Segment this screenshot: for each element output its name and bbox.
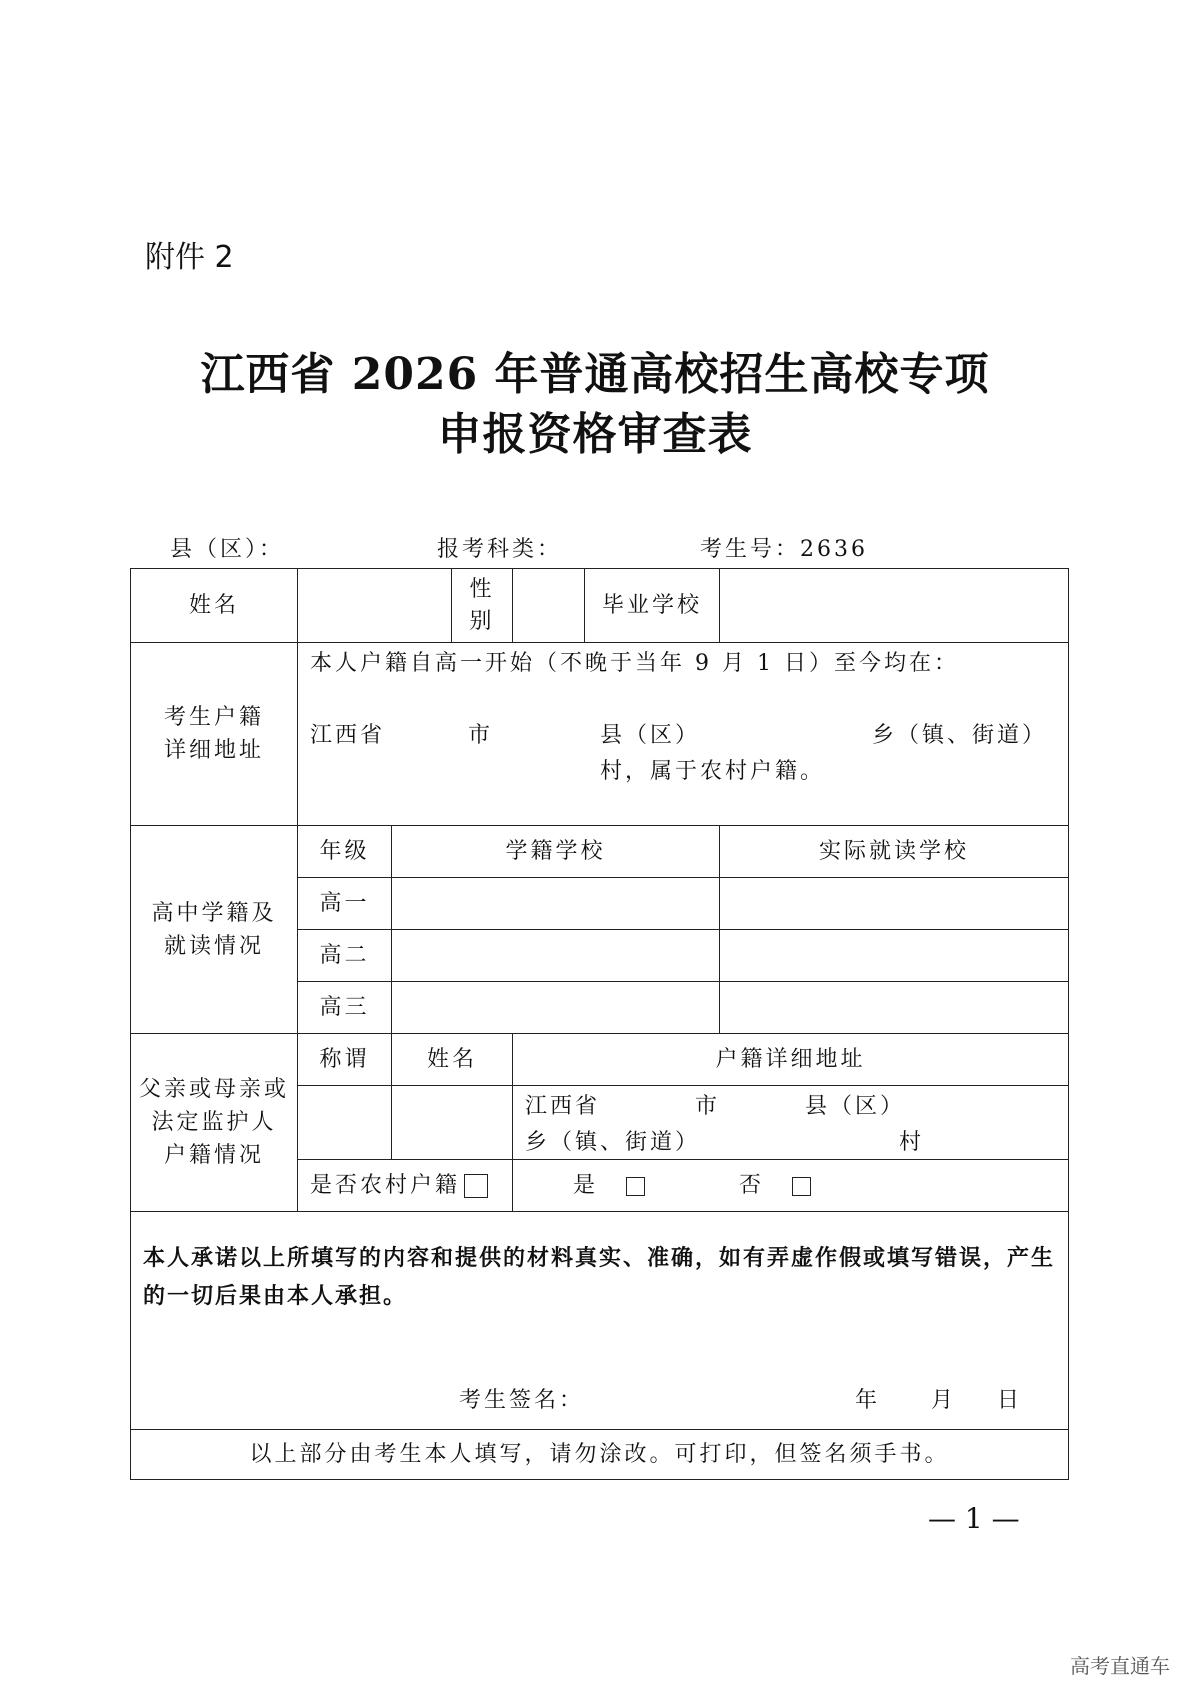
gender-input-cell[interactable]	[513, 569, 585, 643]
schooling-label-1: 高中学籍及	[151, 900, 277, 926]
parent-name-column-header: 姓名	[392, 1034, 513, 1086]
household-town: 乡（镇、街道）	[872, 723, 1048, 748]
parent-addr-city: 市	[695, 1094, 721, 1119]
subject-field: 报考科类：	[437, 537, 563, 562]
grade-column-header: 年级	[298, 826, 392, 878]
month-label: 月	[931, 1388, 957, 1413]
household-province: 江西省	[310, 723, 386, 748]
grade-label: 高三	[298, 982, 392, 1034]
gender-label-2: 别	[469, 608, 495, 634]
schooling-label	[131, 826, 298, 1034]
enrolled-school-input[interactable]	[392, 982, 720, 1034]
parent-address-cell[interactable]	[513, 1086, 1069, 1160]
grade-label: 高二	[298, 930, 392, 982]
no-label: 否	[739, 1173, 765, 1198]
page-number: — 1 —	[928, 1502, 1020, 1535]
enrolled-school-input[interactable]	[392, 930, 720, 982]
household-label-1: 考生户籍	[163, 705, 264, 730]
year-label: 年	[855, 1388, 881, 1413]
no-checkbox[interactable]	[792, 1177, 811, 1196]
pledge-row	[131, 1212, 1069, 1430]
exam-number-field: 考生号：2636	[700, 537, 868, 562]
county-field: 县（区）：	[170, 537, 285, 562]
yes-checkbox[interactable]	[626, 1177, 645, 1196]
pledge-cell	[131, 1212, 1069, 1430]
enrolled-school-input[interactable]	[392, 878, 720, 930]
rural-question-cell	[298, 1160, 513, 1212]
gender-label	[452, 569, 513, 643]
schooling-header-row	[131, 826, 1069, 878]
attachment-label: 附件 2	[145, 240, 234, 275]
actual-school-input[interactable]	[720, 982, 1069, 1034]
school-label: 毕业学校	[585, 569, 720, 643]
yes-label: 是	[573, 1173, 599, 1198]
household-city: 市	[468, 723, 494, 748]
parent-label-2: 法定监护人	[151, 1110, 277, 1135]
pledge-text: 本人承诺以上所填写的内容和提供的材料真实、准确，如有弄虚作假或填写错误，产生的一切后果由本人承担。	[143, 1246, 1056, 1309]
relation-column-header: 称谓	[298, 1034, 392, 1086]
actual-school-input[interactable]	[720, 930, 1069, 982]
household-label	[131, 643, 298, 826]
schooling-label-2: 就读情况	[163, 933, 264, 959]
relation-input[interactable]	[298, 1086, 392, 1160]
household-county: 县（区）	[600, 723, 701, 748]
parent-addr-town: 乡（镇、街道）	[525, 1130, 701, 1155]
household-row	[131, 643, 1069, 826]
signature-label: 考生签名：	[459, 1388, 585, 1413]
parent-addr-county: 县（区）	[805, 1094, 906, 1119]
form-title-line1: 江西省 2026 年普通高校招生高校专项	[200, 349, 990, 400]
rural-answer-cell	[513, 1160, 1069, 1212]
grade-label: 高一	[298, 878, 392, 930]
gender-label-1: 性	[469, 576, 495, 602]
parent-header-row	[131, 1034, 1069, 1086]
parent-addr-village: 村	[899, 1130, 925, 1155]
parent-label-1: 父亲或母亲或	[138, 1077, 289, 1102]
application-form-table	[130, 568, 1069, 1480]
household-intro: 本人户籍自高一开始（不晚于当年 9 月 1 日）至今均在：	[310, 651, 959, 676]
form-title-line2: 申报资格审查表	[437, 409, 753, 460]
basic-info-row	[131, 569, 1069, 643]
enrolled-school-column-header: 学籍学校	[392, 826, 720, 878]
watermark: 高考直通车	[1070, 1654, 1170, 1678]
rural-question-label: 是否农村户籍	[310, 1173, 461, 1198]
footer-note-row	[131, 1430, 1069, 1480]
parent-name-input[interactable]	[392, 1086, 513, 1160]
name-input-cell[interactable]	[298, 569, 452, 643]
household-label-2: 详细地址	[163, 738, 264, 763]
rural-question-checkbox[interactable]	[464, 1174, 488, 1198]
school-input-cell[interactable]	[720, 569, 1069, 643]
parent-addr-province: 江西省	[525, 1094, 601, 1119]
parent-label-3: 户籍情况	[163, 1143, 264, 1168]
footer-note: 以上部分由考生本人填写，请勿涂改。可打印，但签名须手书。	[131, 1430, 1069, 1480]
name-label: 姓名	[131, 569, 298, 643]
household-address-cell[interactable]	[298, 643, 1069, 826]
parent-label	[131, 1034, 298, 1212]
actual-school-input[interactable]	[720, 878, 1069, 930]
parent-address-column-header: 户籍详细地址	[513, 1034, 1069, 1086]
household-village: 村，属于农村户籍。	[600, 759, 826, 784]
actual-school-column-header: 实际就读学校	[720, 826, 1069, 878]
day-label: 日	[997, 1388, 1023, 1413]
